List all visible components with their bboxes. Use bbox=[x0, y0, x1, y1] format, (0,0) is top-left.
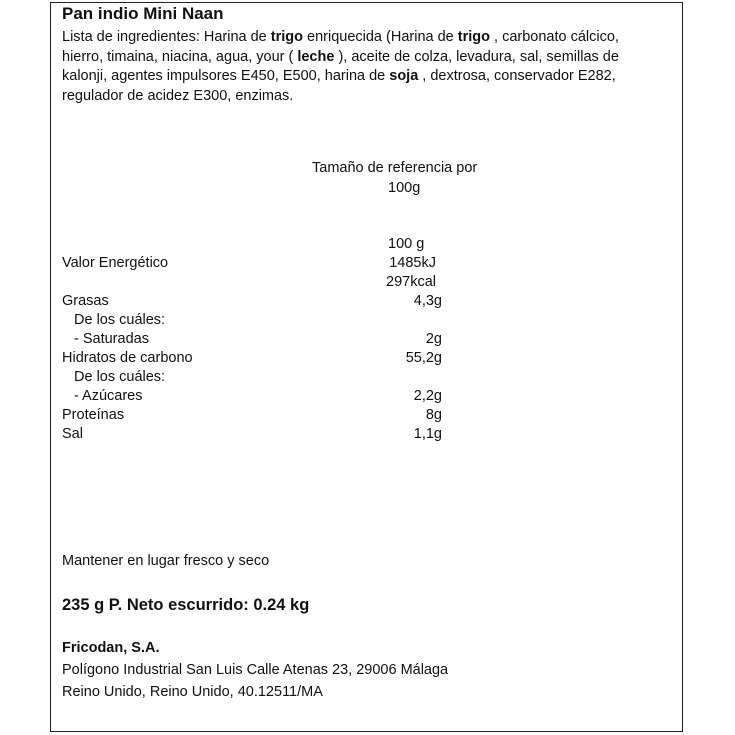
nutrition-label: - Azúcares bbox=[74, 388, 143, 404]
nutrition-label: - Saturadas bbox=[74, 331, 149, 347]
storage-instructions: Mantener en lugar fresco y seco bbox=[62, 553, 270, 569]
ingredients-text: , dextrosa, conservador E282, regulador de acidez E300, enzimas. bbox=[62, 68, 616, 104]
nutrition-row bbox=[62, 388, 442, 407]
reference-size-value: 100g bbox=[388, 180, 421, 196]
nutrition-value: 2,2g bbox=[413, 388, 442, 404]
ingredients-list bbox=[62, 28, 662, 106]
company-name: Fricodan, S.A. bbox=[62, 640, 160, 656]
nutrition-value: 55,2g bbox=[405, 350, 442, 366]
nutrition-value: 2g bbox=[425, 331, 442, 347]
allergen-soy: soja bbox=[389, 68, 419, 84]
nutrition-label: De los cuáles: bbox=[74, 369, 166, 385]
nutrition-label: De los cuáles: bbox=[74, 312, 166, 328]
nutrition-value-kcal: 297kcal bbox=[386, 274, 436, 290]
nutrition-value: 4,3g bbox=[413, 293, 442, 309]
nutrition-row bbox=[62, 312, 442, 331]
nutrition-label: Proteínas bbox=[62, 407, 125, 423]
ingredients-text: enriquecida (Harina de bbox=[303, 29, 458, 45]
nutrition-label: Valor Energético bbox=[62, 255, 169, 271]
nutrition-row bbox=[62, 350, 442, 369]
nutrition-label: Sal bbox=[62, 426, 83, 442]
ingredients-text: ), aceite de colza, levadura, sal, semillas de kalonji, agentes impulsores E450, E500, harina de bbox=[62, 48, 619, 84]
nutrition-row bbox=[62, 407, 442, 426]
allergen-wheat: trigo bbox=[457, 29, 490, 45]
reference-size-label: Tamaño de referencia por bbox=[312, 160, 478, 176]
allergen-wheat: trigo bbox=[270, 29, 303, 45]
nutrition-value: 8g bbox=[425, 407, 442, 423]
product-title: Pan indio Mini Naan bbox=[62, 4, 224, 23]
nutrition-row bbox=[62, 293, 442, 312]
nutrition-label: Hidratos de carbono bbox=[62, 350, 193, 366]
net-weight: 235 g P. Neto escurrido: 0.24 kg bbox=[62, 596, 310, 614]
nutrition-row bbox=[62, 369, 442, 388]
company-address: Polígono Industrial San Luis Calle Atenas 23, 29006 Málaga bbox=[62, 662, 449, 678]
nutrition-label: Grasas bbox=[62, 293, 109, 309]
nutrition-value: 1,1g bbox=[413, 426, 442, 442]
nutrition-row bbox=[62, 331, 442, 350]
nutrition-row bbox=[62, 426, 442, 445]
company-address-line-2: Reino Unido, Reino Unido, 40.12511/MA bbox=[62, 684, 323, 700]
nutrition-value: 1485kJ bbox=[389, 255, 436, 271]
ingredients-text: , carbonato cálcico, hierro, timaina, niacina, agua, your ( bbox=[62, 29, 619, 65]
allergen-milk: leche bbox=[297, 48, 335, 65]
ingredients-text: Lista de ingredientes: Harina de bbox=[62, 29, 271, 45]
nutrition-column-header: 100 g bbox=[388, 236, 425, 252]
nutrition-row-energy bbox=[62, 255, 442, 274]
